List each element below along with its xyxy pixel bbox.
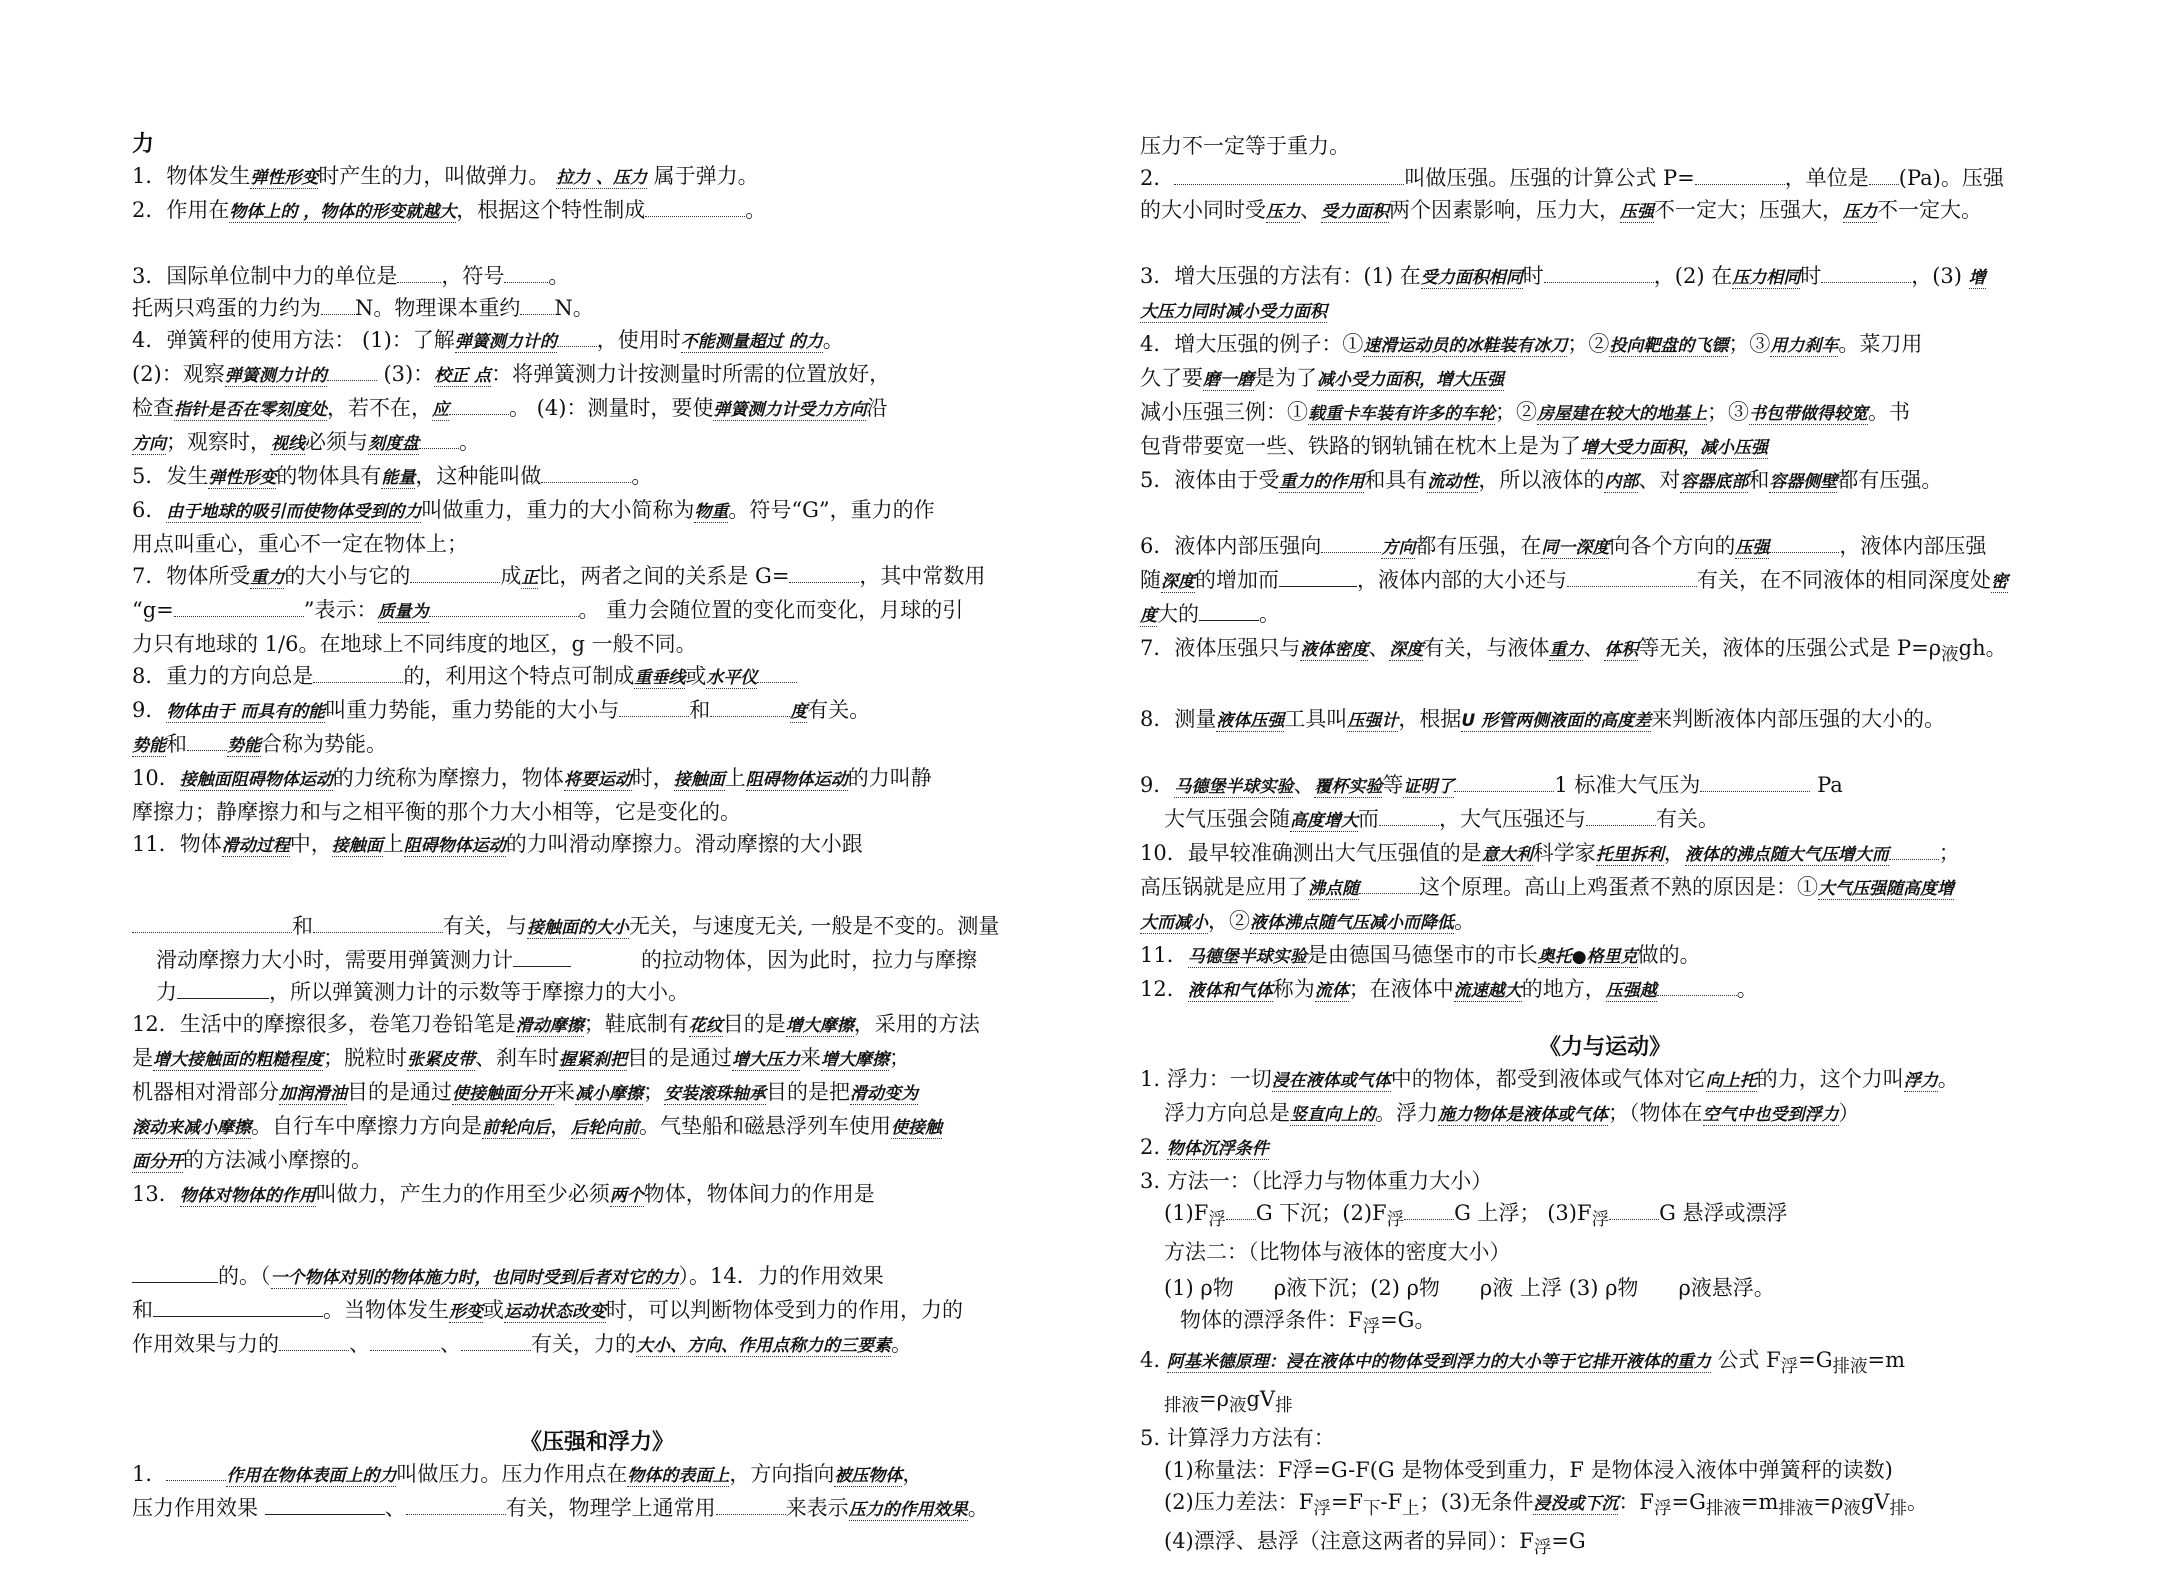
section-title-force-motion: 《力与运动》 [1538, 1034, 1671, 1061]
item-4-cont-1: (2)：观察弹簧测力计的 (3)：校正 点：将弹簧测力计按测量时所需的位置放好， [132, 362, 891, 386]
pressure-item-9-cont: 大气压强会随高度增大而 ，大气压强还与 有关。 [1164, 807, 1719, 832]
pressure-item-3: 3．增大压强的方法有：(1) 在受力面积相同时 ，(2) 在压力相同时 ，(3) 增 [1140, 264, 1986, 288]
item-9-cont: 势能和 势能合称为势能。 [132, 732, 387, 756]
item-7-cont: “g= ”表示：质量为 。 重力会随位置的变化而变化，月球的引 [132, 598, 964, 622]
pressure-item-6-cont-2: 度大的 。 [1140, 602, 1280, 626]
motion-item-2: 2. 物体沉浮条件 [1140, 1135, 1269, 1160]
item-11: 11．物体滑动过程中，接触面上阻碍物体运动的力叫滑动摩擦力。滑动摩擦的大小跟 [132, 832, 863, 856]
item-13: 13．物体对物体的作用叫做力，产生力的作用至少必须两个物体，物体间力的作用是 [132, 1182, 875, 1206]
pressure-item-9: 9．马德堡半球实验、覆杯实验等证明了 1 标准大气压为 Pa [1140, 773, 1843, 798]
item-13-cont: 的。（一个物体对别的物体施力时，也同时受到后者对它的力）。14．力的作用效果 [132, 1260, 1062, 1294]
pressure-item-4-cont: 久了要磨一磨是为了减小受力面积，增大压强 [1140, 366, 1504, 390]
pressure-item-2: 2． 叫做压强。压强的计算公式 P= ，单位是 (Pa)。压强 [1140, 166, 2004, 190]
item-12-cont-1: 是增大接触面的粗糙程度；脱粒时张紧皮带、刹车时握紧刹把目的是通过增大压力来增大摩擦； [132, 1046, 910, 1070]
item-6-cont: 用点叫重心，重心不一定在物体上； [132, 532, 468, 556]
motion-item-3-method-2: 方法二：（比物体与液体的密度大小） [1164, 1240, 1511, 1265]
pressure-item-10: 10．最早较准确测出大气压强值的是意大利科学家托里拆利，液体的沸点随大气压增大而 ； [1140, 841, 1960, 866]
motion-item-1-cont: 浮力方向总是竖直向上的。浮力施力物体是液体或气体；（物体在空气中也受到浮力） [1164, 1101, 1860, 1126]
item-2: 2．作用在物体上的 ，物体的形变就越大，根据这个特性制成 。 [132, 198, 767, 222]
pressure-item-7: 7．液体压强只与液体密度、深度有关，与液体重力、体积等无关，液体的压强公式是 $P=\rho_液gh$。 [1140, 636, 2007, 666]
motion-item-5-method-2: (2)压力差法：$F_浮=F_下-F_上$；(3)无条件浸没或下沉：$F_浮=G_{排液}=m_{排液}=\rho_液gV_排$。 [1164, 1489, 1928, 1520]
item-12: 12．生活中的摩擦很多，卷笔刀卷铅笔是滑动摩擦；鞋底制有花纹目的是增大摩擦，采用的方法 [132, 1012, 980, 1036]
pressure-item-1-cont: 压力作用效果 、 有关，物理学上通常用 来表示压力的作用效果。 [132, 1496, 989, 1520]
section-title-force: 力 [132, 131, 155, 157]
pressure-item-10-cont: 高压锅就是应用了沸点随 这个原理。高山上鸡蛋煮不熟的原因是：①大气压强随高度增 [1140, 875, 1954, 900]
motion-item-4: 4. 阿基米德原理：浸在液体中的物体受到浮力的大小等于它排开液体的重力 公式 $F_浮=G_{排液}=m$ [1140, 1347, 1906, 1377]
pressure-item-4-cont-2: 减小压强三例：①载重卡车装有许多的车轮；②房屋建在较大的地基上；③书包带做得较宽。书 [1140, 400, 1910, 424]
pressure-item-6-cont: 随深度的增加而 ，液体内部的大小还与 有关，在不同液体的相同深度处密 [1140, 568, 2008, 592]
motion-item-5: 5. 计算浮力方法有： [1140, 1425, 1335, 1450]
pressure-item-4-cont-3: 包背带要宽一些、铁路的钢轨铺在枕木上是为了增大受力面积，减小压强 [1140, 434, 1768, 458]
item-7-cont-2: 力只有地球的 1/6。在地球上不同纬度的地区，g 一般不同。 [132, 632, 697, 656]
item-6: 6．由于地球的吸引而使物体受到的力叫做重力，重力的大小简称为物重。符号“G”，重力的作 [132, 498, 935, 522]
pressure-item-6: 6．液体内部压强向 方向都有压强，在同一深度向各个方向的压强 ，液体内部压强 [1140, 534, 1987, 558]
motion-item-1: 1. 浮力：一切浸在液体或气体中的物体，都受到液体或气体对它向上托的力，这个力叫浮力。 [1140, 1067, 1959, 1092]
pressure-item-8: 8．测量液体压强工具叫压强计，根据U 形管两侧液面的高度差来判断液体内部压强的大小的。 [1140, 707, 1946, 732]
item-1: 1．物体发生弹性形变时产生的力，叫做弹力。 拉力 、压力 属于弹力。 [132, 164, 759, 188]
left-column [132, 128, 1062, 1526]
item-9: 9．物体由于 而具有的能叫重力势能，重力势能的大小与 和 度有关。 [132, 698, 871, 722]
motion-item-5-method-4: (4)漂浮、悬浮（注意这两者的异同）：$F_浮=G$ [1164, 1529, 1586, 1559]
pressure-item-12: 12．液体和气体称为流体；在液体中流速越大的地方，压强越 。 [1140, 977, 1758, 1002]
motion-item-3-float: 物体的漂浮条件：$F_浮=G$。 [1180, 1308, 1436, 1338]
pressure-item-1: 1． 作用在物体表面上的力叫做压力。压力作用点在物体的表面上，方向指向被压物体， [132, 1462, 924, 1486]
pressure-item-2-cont: 的大小同时受压力、受力面积两个因素影响，压力大，压强不一定大；压强大，压力不一定大。 [1140, 198, 1982, 222]
motion-item-3-method-1: $(1)F_浮$ G 下沉；$(2)F_浮$ G 上浮； $(3)F_浮$ G 悬浮或漂浮 [1164, 1201, 1788, 1231]
pressure-item-1-end: 压力不一定等于重力。 [1140, 134, 1350, 158]
section-title-pressure-buoyancy: 《压强和浮力》 [519, 1429, 674, 1455]
pressure-item-11: 11．马德堡半球实验是由德国马德堡市的市长奥托●格里克做的。 [1140, 943, 1701, 968]
item-11-cont: 和 有关，与接触面的大小无关，与速度无关, 一般是不变的。测量 [132, 910, 1062, 944]
item-14: 和 。当物体发生形变或运动状态改变时，可以判断物体受到力的作用，力的 [132, 1298, 963, 1322]
motion-item-4-cont: $_{排液}=\rho_液gV_排$ [1164, 1386, 1293, 1416]
item-14-cont: 作用效果与力的 、 、 有关，力的大小、方向、作用点称力的三要素。 [132, 1332, 912, 1356]
motion-item-3-density: (1) ρ物 ρ液下沉；(2) ρ物 ρ液 上浮 (3) ρ物 ρ液悬浮。 [1164, 1276, 1775, 1301]
item-12-cont-2: 机器相对滑部分加润滑油目的是通过使接触面分开来减小摩擦；安装滚珠轴承目的是把滑动变为 [132, 1080, 918, 1104]
item-12-cont-4: 面分开的方法减小摩擦的。 [132, 1148, 372, 1172]
item-11-cont-2: 滑动摩擦力大小时，需要用弹簧测力计 的拉动物体，因为此时，拉力与摩擦 [156, 948, 977, 972]
item-12-cont-3: 滚动来减小摩擦。自行车中摩擦力方向是前轮向后，后轮向前。气垫船和磁悬浮列车使用使接触 [132, 1114, 942, 1138]
item-5: 5．发生弹性形变的物体具有能量，这种能叫做 。 [132, 464, 653, 488]
item-8: 8．重力的方向总是 的，利用这个特点可制成重垂线或水平仪 [132, 660, 1062, 694]
pressure-item-3-cont: 大压力同时减小受力面积 [1140, 302, 1327, 322]
pressure-item-4: 4．增大压强的例子：①速滑运动员的冰鞋装有冰刀；②投向靶盘的飞镖；③用力刹车。菜刀用 [1140, 332, 1923, 356]
pressure-item-5: 5．液体由于受重力的作用和具有流动性，所以液体的内部、对容器底部和容器侧壁都有压强。 [1140, 468, 1943, 492]
item-3-cont: 托两只鸡蛋的力约为 N。物理课本重约 N。 [132, 296, 594, 320]
item-4-cont-2: 检查指针是否在零刻度处，若不在，应 。 (4)：测量时，要使弹簧测力计受力方向沿 [132, 396, 888, 420]
motion-item-3: 3. 方法一：（比浮力与物体重力大小） [1140, 1169, 1493, 1194]
item-11-cont-3: 力 ，所以弹簧测力计的示数等于摩擦力的大小。 [156, 980, 689, 1004]
right-column [1140, 130, 2070, 1564]
pressure-item-10-cont-2: 大而减小，②液体沸点随气压减小而降低。 [1140, 909, 1475, 934]
item-10-cont: 摩擦力；静摩擦力和与之相平衡的那个力大小相等，它是变化的。 [132, 800, 741, 824]
motion-item-5-method-1: (1)称量法：F浮=G-F(G 是物体受到重力，F 是物体浸入液体中弹簧秤的读数) [1164, 1457, 1893, 1482]
item-4-cont-3: 方向；观察时，视线必须与刻度盘 。 [132, 430, 480, 454]
item-10: 10．接触面阻碍物体运动的力统称为摩擦力，物体将要运动时，接触面上阻碍物体运动的力叫静 [132, 766, 932, 790]
item-4: 4．弹簧秤的使用方法： (1)：了解弹簧测力计的 ，使用时不能测量超过 的力。 [132, 328, 844, 352]
item-7: 7．物体所受重力的大小与它的 成正比，两者之间的关系是 G= ，其中常数用 [132, 564, 986, 588]
item-3: 3．国际单位制中力的单位是 ，符号 。 [132, 264, 570, 288]
